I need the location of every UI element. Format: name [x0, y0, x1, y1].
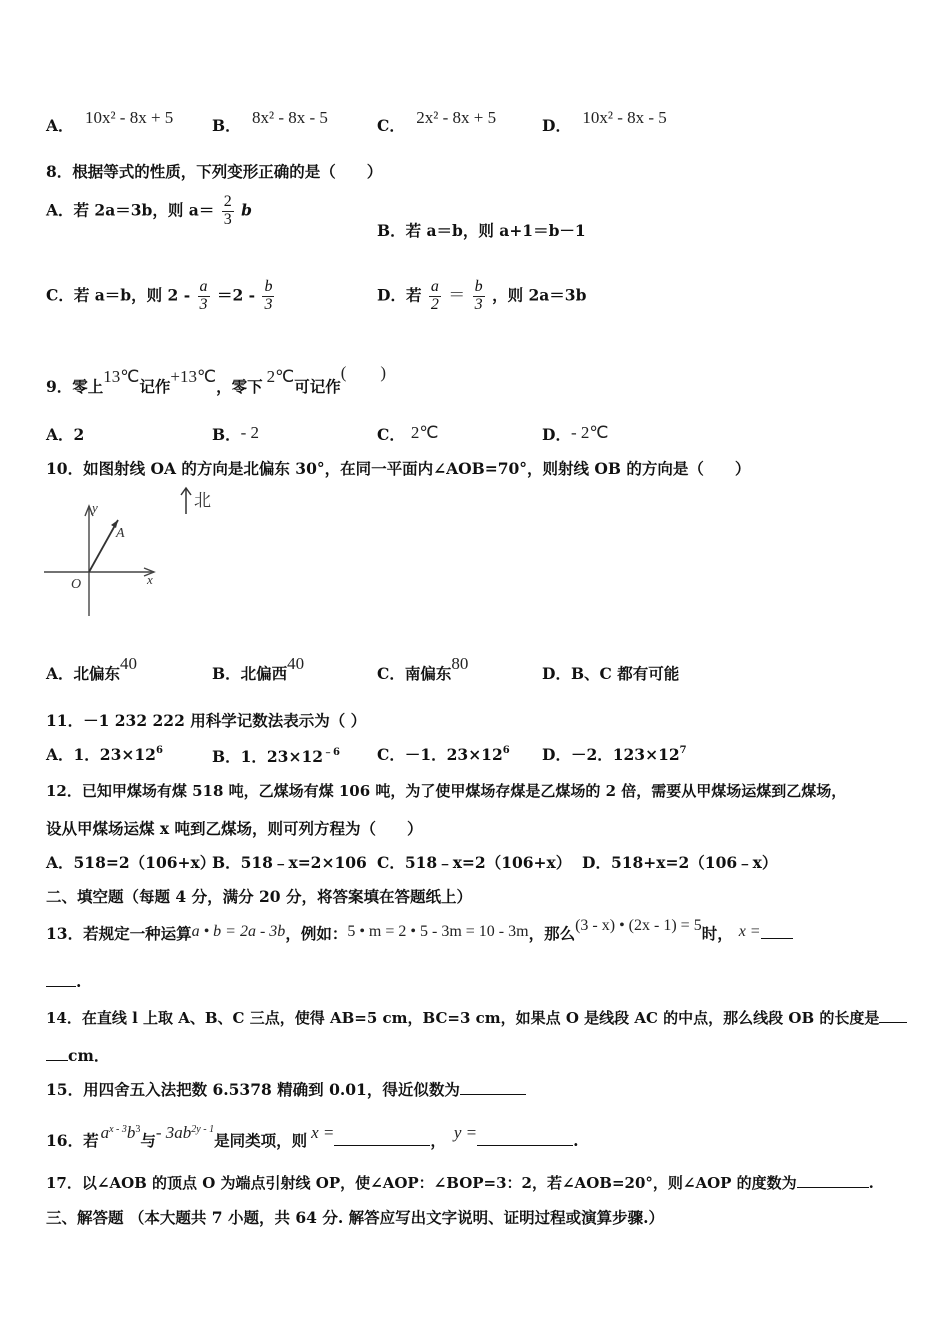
answer-blank[interactable]: [460, 1080, 526, 1095]
q8-option-c[interactable]: C．若 a＝b，则 2 - $\frac{a}{3}$ ＝2 - $\frac{b}{3}$: [46, 278, 273, 313]
q7-option-b-expr: 8x² - 8x - 5: [252, 108, 328, 127]
q11-stem: 11．－1 232 222 用科学记数法表示为（ ）: [46, 711, 367, 730]
q10-option-d[interactable]: D．B、C 都有可能: [542, 664, 680, 683]
answer-blank[interactable]: [761, 924, 793, 939]
section-2-heading: 二、填空题（每题 4 分，满分 20 分，将答案填在答题纸上）: [46, 887, 472, 906]
fraction: $\frac{b}{3}$: [474, 278, 483, 313]
q7-option-a[interactable]: A． 10x² - 8x + 5: [46, 108, 174, 135]
q11-option-c[interactable]: C．－1．$23\times 12^6$: [377, 745, 510, 764]
q10-stem: 10．如图射线 OA 的方向是北偏东 30°，在同一平面内∠AOB=70°，则射线 OB 的方向是（ ）: [46, 459, 751, 478]
y-label: y: [92, 500, 98, 515]
q7-option-c-expr: 2x² - 8x + 5: [416, 108, 497, 127]
q8-option-d[interactable]: D．若 $\frac{a}{2}$ ＝ $\frac{b}{3}$ ，则 2a＝3b: [377, 278, 587, 313]
section-3-heading: 三、解答题 （本大题共 7 小题，共 64 分. 解答应写出文字说明、证明过程或演算步骤.）: [46, 1208, 665, 1227]
fraction: $\frac{b}{3}$: [264, 278, 273, 313]
q12-stem-line1: 12．已知甲煤场有煤 518 吨，乙煤场有煤 106 吨，为了使甲煤场存煤是乙煤场的 2 倍，需要从甲煤场运煤到乙煤场，: [46, 782, 847, 800]
fraction: $\frac{2}{3}$: [223, 193, 232, 228]
north-indicator: 北: [178, 486, 211, 516]
q7-option-c[interactable]: C． 2x² - 8x + 5: [377, 108, 497, 135]
q11-option-a[interactable]: A．1．$23\times 12^6$: [46, 745, 163, 764]
q8-stem: 8．根据等式的性质，下列变形正确的是（ ）: [46, 162, 383, 181]
q10-option-c[interactable]: C．南偏东80: [377, 654, 469, 683]
answer-blank[interactable]: [797, 1173, 869, 1188]
answer-blank[interactable]: [46, 972, 76, 987]
q10-option-b[interactable]: B．北偏西40: [212, 654, 305, 683]
q17-stem: 17．以∠AOB 的顶点 O 为端点引射线 OP，使∠AOP：∠BOP=3：2，若∠AOB=20°，则∠AOP 的度数为 .: [46, 1174, 874, 1192]
q13-continuation: .: [46, 972, 81, 991]
q16-stem: 16．若 $a^{x - 3}b^3$与- $3ab^{2y - 1}$是同类项，则 x = ， y = .: [46, 1123, 579, 1150]
q13-stem: 13．若规定一种运算a • b = 2a - 3b，例如：5 • m = 2 • 5 - 3m = 10 - 3m，那么(3 - x) • (2x - 1) = 5时， x =: [46, 922, 793, 944]
q12-option-c[interactable]: C．518﹣x=2（106+x）: [377, 853, 572, 872]
q7-option-a-expr: 10x² - 8x + 5: [84, 108, 174, 127]
q7-option-d-expr: 10x² - 8x - 5: [582, 108, 667, 127]
ray-oa: [89, 520, 118, 572]
origin-label: O: [71, 577, 82, 592]
q9-option-a[interactable]: A．2: [46, 425, 85, 444]
fraction: $\frac{a}{3}$: [199, 278, 208, 313]
q9-option-b[interactable]: B．- 2: [212, 423, 260, 444]
q12-option-a[interactable]: A．518=2（106+x）: [46, 853, 216, 872]
up-arrow-icon: [178, 486, 194, 516]
q12-stem-line2: 设从甲煤场运煤 x 吨到乙煤场，则可列方程为（ ）: [46, 819, 423, 838]
q14-continuation: cm．: [46, 1044, 109, 1066]
q14-stem: 14．在直线 l 上取 A、B、C 三点，使得 AB=5 cm，BC=3 cm，如果点 O 是线段 AC 的中点，那么线段 OB 的长度是: [46, 1007, 907, 1028]
q9-stem: 9．零上13℃记作+13℃，零下2℃可记作( ): [46, 363, 387, 396]
point-a-label: A: [116, 526, 125, 541]
q11-option-b[interactable]: B．1．$23\times 12^{﹣6}$: [212, 747, 340, 766]
q10-option-a[interactable]: A．北偏东40: [46, 654, 138, 683]
q8-option-a[interactable]: A．若 2a＝3b，则 a＝ $\frac{2}{3}$ b: [46, 193, 252, 228]
direction-figure: [40, 496, 170, 621]
q15-stem: 15．用四舍五入法把数 6.5378 精确到 0.01，得近似数为: [46, 1078, 526, 1100]
q9-option-c[interactable]: C． 2℃: [377, 423, 439, 444]
q12-option-d[interactable]: D．518+x=2（106﹣x）: [582, 853, 778, 872]
q8-option-b[interactable]: B．若 a＝b，则 a+1＝b－1: [377, 221, 586, 240]
q12-option-b[interactable]: B．518﹣x=2×106: [212, 853, 367, 872]
answer-blank[interactable]: [46, 1046, 68, 1061]
q11-option-d[interactable]: D．－2．$123\times 12^7$: [542, 745, 687, 764]
q7-option-b[interactable]: B． 8x² - 8x - 5: [212, 108, 328, 135]
x-label: x: [147, 572, 153, 587]
fraction: $\frac{a}{2}$: [430, 278, 439, 313]
answer-blank[interactable]: [334, 1131, 430, 1146]
q7-option-d[interactable]: D． 10x² - 8x - 5: [542, 108, 667, 135]
answer-blank[interactable]: [477, 1131, 573, 1146]
answer-blank[interactable]: [879, 1008, 907, 1023]
q9-option-d[interactable]: D．- 2℃: [542, 423, 609, 444]
